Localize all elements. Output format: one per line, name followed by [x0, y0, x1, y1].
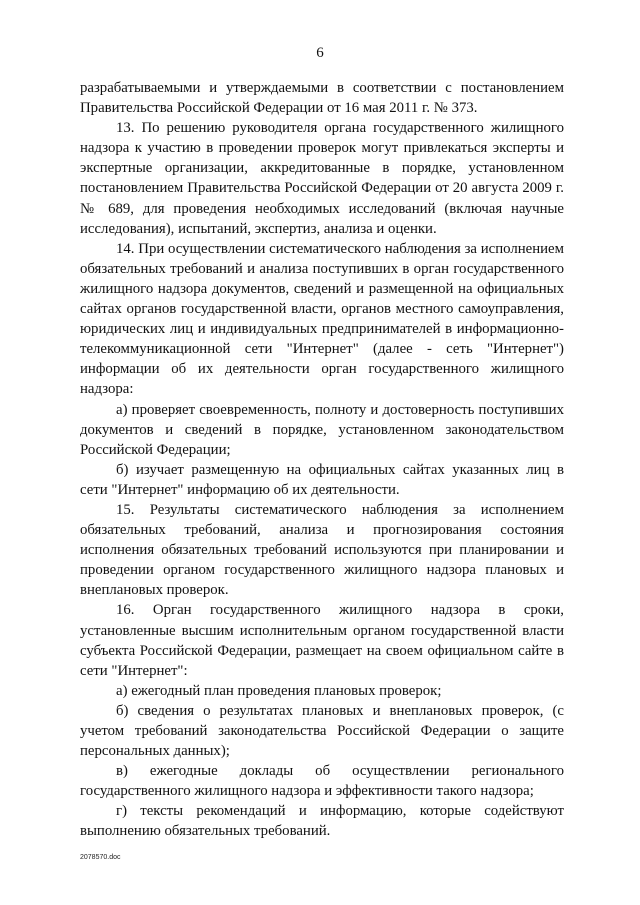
paragraph-16-a: а) ежегодный план проведения плановых проверок; — [116, 682, 442, 699]
paragraph-16-b: б) сведения о результатах плановых и внеплановых проверок, (с учетом требований законодательства Российской Федерации о защите персональных данных); — [80, 702, 564, 760]
page-number: 6 — [316, 45, 324, 61]
paragraph-14-b: б) изучает размещенную на официальных сайтах указанных лиц в сети "Интернет" информацию об их деятельности. — [80, 461, 564, 498]
paragraph-14-a: а) проверяет своевременность, полноту и достоверность поступивших документов и сведений в порядке, установленном законодательством Российской Федерации; — [80, 401, 564, 458]
document-filename: 2078570.doc — [80, 854, 121, 861]
paragraph-16-v: в) ежегодные доклады об осуществлении регионального государственного жилищного надзора и эффективности такого надзора; — [80, 763, 564, 800]
paragraph-14: 14. При осуществлении систематического наблюдения за исполнением обязательных требований и анализа поступивших в орган государственного жилищного надзора документов, сведений и размещенной на официальных сайтах органов государственной власти, органов местного самоуправления, юридических лиц и индивидуальных предпринимателей в информационно-телекоммуникационной сети "Интернет" (далее - сеть "Интернет") информации об их деятельности орган государственного жилищного надзора: — [80, 240, 564, 398]
paragraph-16: 16. Орган государственного жилищного надзора в сроки, установленные высшим исполнительным органом государственной власти субъекта Российской Федерации, размещает на своем официальном сайте в сети "Интернет": — [80, 602, 564, 679]
paragraph-13: 13. По решению руководителя органа государственного жилищного надзора к участию в проведении проверок могут привлекаться эксперты и экспертные организации, аккредитованные в порядке, установленном постановлением Правительства Российской Федерации от 20 августа 2009 г. № 689, для проведения необходимых исследований (включая научные исследования), испытаний, экспертиз, анализа и оценки. — [80, 120, 564, 237]
paragraph-continuation: разрабатываемыми и утверждаемыми в соответствии с постановлением Правительства Российской Федерации от 16 мая 2011 г. № 373. — [80, 80, 564, 117]
paragraph-15: 15. Результаты систематического наблюдения за исполнением обязательных требований, анализа и прогнозирования состояния исполнения обязательных требований используются при планировании и проведении органом государственного жилищного надзора плановых и внеплановых проверок. — [80, 501, 564, 599]
paragraph-16-g: г) тексты рекомендаций и информацию, которые содействуют выполнению обязательных требований. — [80, 803, 564, 840]
document-body — [80, 78, 564, 842]
